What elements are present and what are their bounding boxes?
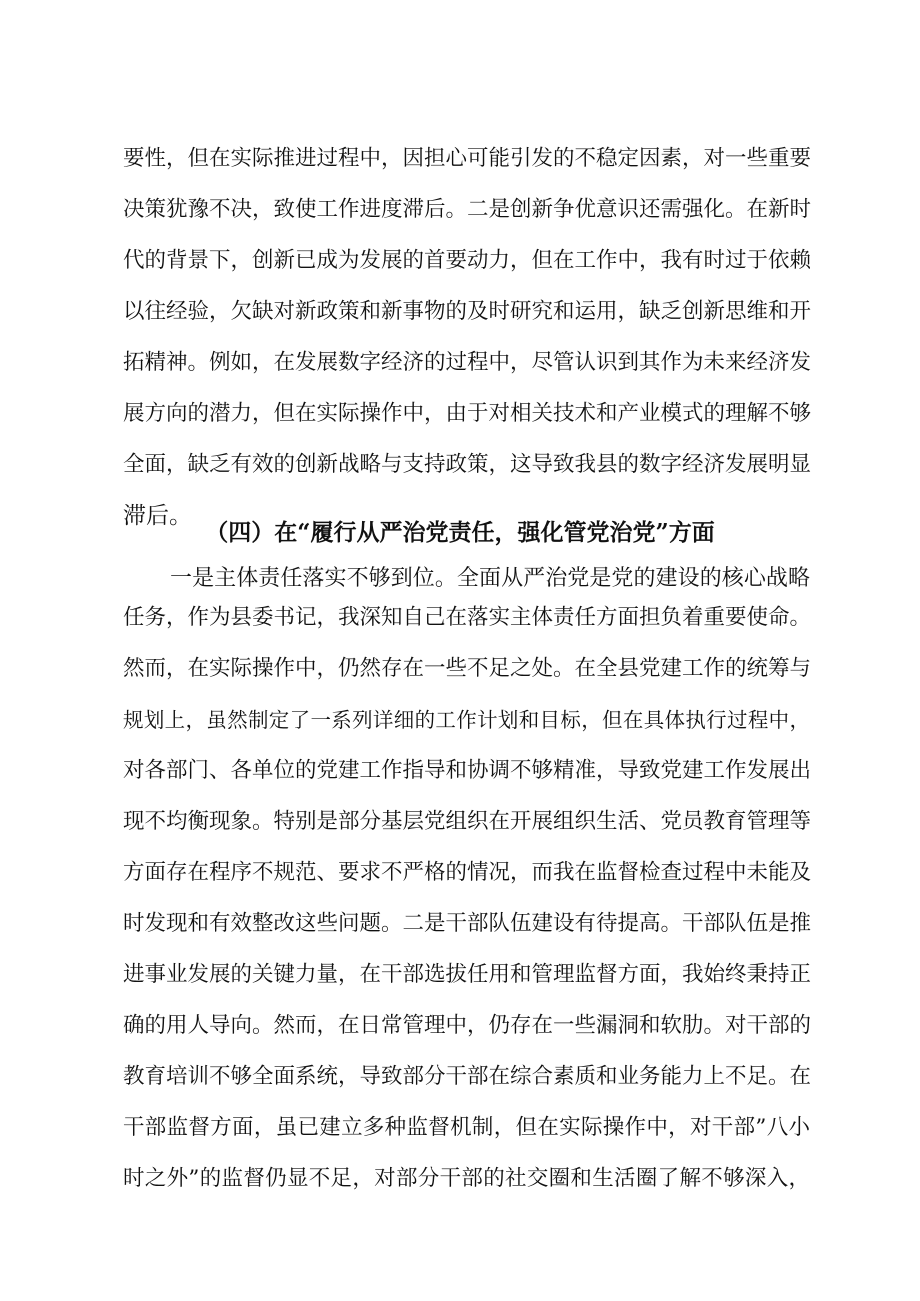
paragraph-line: 要性，但在实际推进过程中，因担心可能引发的不稳定因素，对一些重要 [123,146,812,171]
paragraph-line: 确的用人导向。然而，在日常管理中，仍存在一些漏洞和软肋。对干部的 [123,1013,812,1038]
paragraph-line: 时发现和有效整改这些问题。二是干部队伍建设有待提高。干部队伍是推 [123,911,812,936]
paragraph-line: 拓精神。例如，在发展数字经济的过程中，尽管认识到其作为未来经济发 [123,350,812,375]
paragraph-line: 进事业发展的关键力量，在干部选拔任用和管理监督方面，我始终秉持正 [123,962,812,987]
paragraph-line: 时之外”的监督仍显不足，对部分干部的社交圈和生活圈了解不够深入， [123,1166,810,1191]
paragraph-line: 方面存在程序不规范、要求不严格的情况，而我在监督检查过程中未能及 [123,860,812,885]
paragraph-line: 现不均衡现象。特别是部分基层党组织在开展组织生活、党员教育管理等 [123,809,812,834]
paragraph-line: 任务，作为县委书记，我深知自己在落实主体责任方面担负着重要使命。 [123,605,812,630]
paragraph-line: 规划上，虽然制定了一系列详细的工作计划和目标，但在具体执行过程中， [123,708,810,732]
section-heading: （四）在“履行从严治党责任，强化管党治党”方面 [205,519,715,546]
paragraph-line: 展方向的潜力，但在实际操作中，由于对相关技术和产业模式的理解不够 [123,401,812,426]
paragraph-line: 一是主体责任落实不够到位。全面从严治党是党的建设的核心战略 [170,566,810,591]
paragraph-line: 教育培训不够全面系统，导致部分干部在综合素质和业务能力上不足。在 [123,1064,812,1089]
paragraph-line: 代的背景下，创新已成为发展的首要动力，但在工作中，我有时过于依赖 [123,248,812,273]
paragraph-line: 干部监督方面，虽已建立多种监督机制，但在实际操作中，对干部”八小 [123,1115,810,1140]
paragraph-line: 决策犹豫不决，致使工作进度滞后。二是创新争优意识还需强化。在新时 [123,197,812,222]
paragraph-line: 全面，缺乏有效的创新战略与支持政策，这导致我县的数字经济发展明显 [123,452,812,477]
paragraph-line: 以往经验，欠缺对新政策和新事物的及时研究和运用，缺乏创新思维和开 [123,299,812,324]
paragraph-line: 滞后。 [123,503,192,529]
paragraph-line: 然而，在实际操作中，仍然存在一些不足之处。在全县党建工作的统筹与 [123,656,812,681]
paragraph-line: 对各部门、各单位的党建工作指导和协调不够精准，导致党建工作发展出 [123,758,812,783]
